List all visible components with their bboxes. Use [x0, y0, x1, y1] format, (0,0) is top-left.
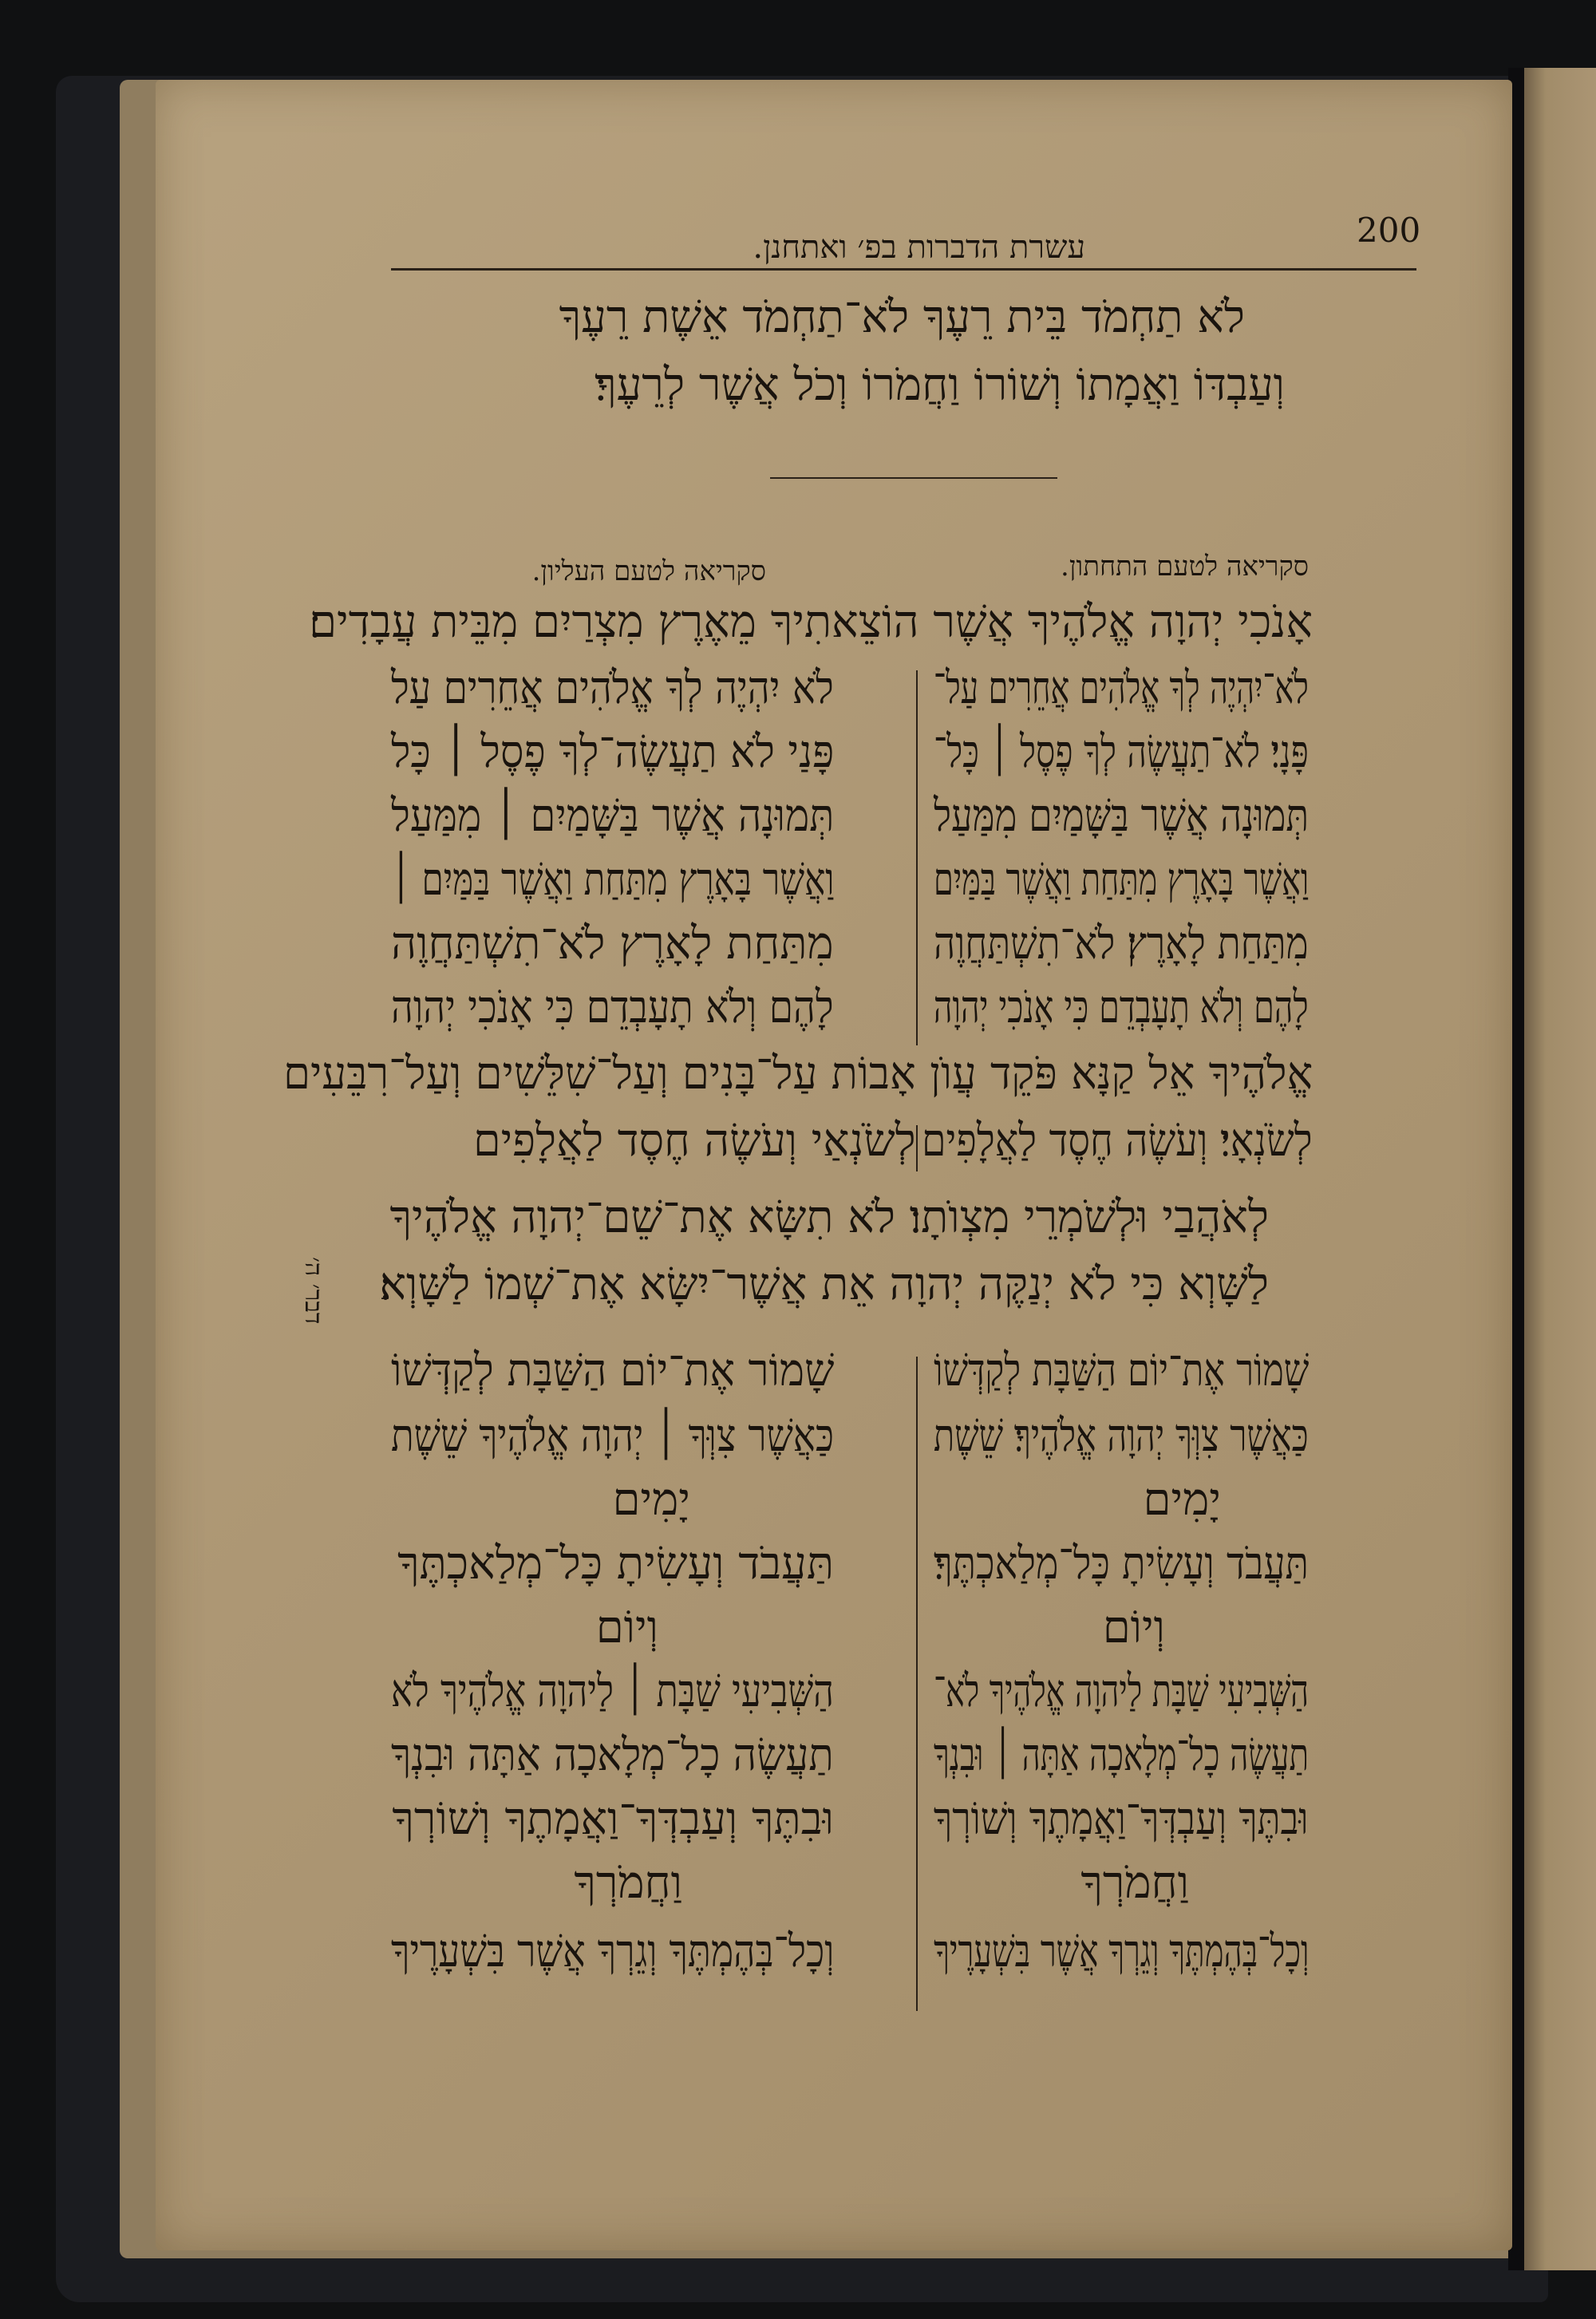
- block2-right-line-9: וַחֲמֹרְךָ: [1080, 1857, 1189, 1909]
- block2-right-line-1: שָׁמוֹר אֶת־יוֹם הַשַּׁבָּת לְקַדְּשׁוֹ: [933, 1345, 1309, 1397]
- block1-left-line-5: מִתַּחַת לָאָרֶץ לֹא־תִשְׁתַּחֲוֶה: [391, 918, 834, 970]
- split-line-right: לְשֹׂנְאָי׃ וְעֹשֶׂה חֶסֶד לַאֲלָפִים: [922, 1115, 1313, 1167]
- facing-page-edge: [1524, 68, 1596, 2270]
- block1-right-line-4: וַאֲשֶׁר בָּאָרֶץ מִתַּחַת וַאֲשֶׁר בַּמַּיִם: [933, 854, 1309, 906]
- block2-right-line-2: כַּאֲשֶׁר צִוְּךָ יְהוָה אֱלֹהֶיךָ׃ שֵׁשֶׁת: [934, 1410, 1309, 1462]
- middle-line-2: לַשָּׁוְא כִּי לֹא יְנַקֶּה יְהוָה אֵת אֲשֶׁר־יִשָּׂא אֶת־שְׁמוֹ לַשָּׁוְא׃: [379, 1258, 1269, 1310]
- block1-left-column: [390, 662, 834, 1049]
- block2-left-column: [390, 1345, 834, 2027]
- margin-reference: דבר׳ ה׳: [299, 1257, 327, 1325]
- block1-right-line-2: פָּנָי׃ לֹא־תַעֲשֶׂה לְךָ פֶסֶל ׀ כָּל־: [934, 726, 1309, 778]
- block2-right-column: [933, 1345, 1309, 2027]
- block1-right-line-5: מִתַּחַת לָאָרֶץ׃ לֹא־תִשְׁתַּחֲוֶה: [934, 918, 1309, 970]
- block2-right-line-5: וְיוֹם: [1102, 1602, 1165, 1653]
- block1-left-line-2: פָּנַי לֹא תַעֲשֶׂה־לְךָ פֶסֶל ׀ כָּל: [390, 726, 834, 778]
- block2-right-line-8: וּבִתֶּךָ וְעַבְדְּךָ־וַאֲמָתֶךָ וְשׁוֹרְךָ: [934, 1793, 1309, 1845]
- section-divider: [770, 477, 1057, 479]
- block2-right-line-6: הַשְּׁבִיעִי שַׁבָּת לַיהוָה אֱלֹהֶיךָ לֹא־: [934, 1665, 1309, 1717]
- block2-left-line-6: הַשְּׁבִיעִי שַׁבָּת ׀ לַיהוָה אֱלֹהֶיךָ לֹא: [391, 1665, 834, 1717]
- block1-right-line-3: תְּמוּנָה אֲשֶׁר בַּשָּׁמַיִם מִמַּעַל: [934, 790, 1309, 842]
- block1-left-line-6: לָהֶם וְלֹא תָעָבְדֵם כִּי אָנֹכִי יְהוָה: [391, 982, 834, 1033]
- block1-left-line-3: תְּמוּנָה אֲשֶׁר בַּשָּׁמַיִם ׀ מִמַּעַל: [390, 790, 834, 842]
- header-rule: [391, 268, 1416, 271]
- column-divider-1: [916, 670, 918, 1045]
- shared-line: אֱלֹהֶיךָ אֵל קַנָּא פֹּקֵד עֲוֺן אָבוֹת עַל־בָּנִים וְעַל־שִׁלֵּשִׁים וְעַל־רִבֵּעִים: [282, 1048, 1313, 1100]
- block2-left-line-5: וְיוֹם: [595, 1602, 658, 1653]
- block2-right-line-10: וְכָל־בְּהֶמְתֶּךָ וְגֵרְךָ אֲשֶׁר בִּשְׁעָרֶיךָ: [933, 1926, 1309, 1977]
- block2-left-line-3: יָמִים: [612, 1474, 690, 1526]
- block1-left-line-4: וַאֲשֶׁר בָּאָרֶץ מִתַּחַת וַאֲשֶׁר בַּמַּיִם ׀: [390, 854, 834, 906]
- block1-left-line-1: לֹא יִהְיֶה לְךָ אֱלֹהִים אֲחֵרִים עַל: [391, 662, 834, 714]
- block2-left-line-10: וְכָל־בְּהֶמְתֶּךָ וְגֵרְךָ אֲשֶׁר בִּשְׁעָרֶיךָ: [390, 1926, 834, 1977]
- running-head: עשרת הדברות בפ׳ ואתחנן.: [753, 229, 1085, 266]
- block2-left-line-8: וּבִתֶּךָ וְעַבְדְּךָ־וַאֲמָתֶךָ וְשׁוֹרְךָ: [392, 1793, 834, 1845]
- block2-left-line-7: תַעֲשֶׂה כָל־מְלָאכָה אַתָּה וּבִנְךָ: [391, 1729, 834, 1781]
- block2-right-line-3: יָמִים: [1143, 1474, 1221, 1526]
- opening-line: אָנֹכִי יְהוָה אֱלֹהֶיךָ אֲשֶׁר הוֹצֵאתִיךָ מֵאֶרֶץ מִצְרַיִם מִבֵּית עֲבָדִים׃: [309, 596, 1313, 648]
- column-divider-2: [916, 1357, 918, 2011]
- middle-line-1: לְאֹהֲבַי וּלְשֹׁמְרֵי מִצְוֺתָו׃ לֹא תִשָּׂא אֶת־שֵׁם־יְהוָה אֱלֹהֶיךָ: [389, 1191, 1269, 1243]
- split-line-divider: [916, 1125, 918, 1171]
- label-upper-cantillation: סקריאה לטעם העליון.: [531, 555, 766, 587]
- split-line-left: לְשֹׂנְאַי וְעֹשֶׂה חֶסֶד לַאֲלָפִים: [473, 1115, 916, 1167]
- block2-right-line-4: תַּעֲבֹד וְעָשִׂיתָ כָּל־מְלַאכְתֶּךָ׃: [934, 1538, 1309, 1590]
- top-passage-line-2: וְעַבְדּוֹ וַאֲמָתוֹ וְשׁוֹרוֹ וַחֲמֹרוֹ וְכֹל אֲשֶׁר לְרֵעֶךָ׃: [595, 359, 1285, 411]
- block2-left-line-4: תַּעֲבֹד וְעָשִׂיתָ כָּל־מְלַאכְתֶּךָ: [397, 1538, 834, 1590]
- page-number: 200: [1357, 211, 1421, 250]
- label-lower-cantillation: סקריאה לטעם התחתון.: [1061, 551, 1309, 583]
- block1-right-line-6: לָהֶם וְלֹא תָעָבְדֵם כִּי אָנֹכִי יְהוָה: [934, 982, 1309, 1033]
- block1-right-column: [933, 662, 1309, 1049]
- block2-left-line-9: וַחֲמֹרְךָ: [574, 1857, 682, 1909]
- block1-right-line-1: לֹא־יִהְיֶה לְךָ אֱלֹהִים אֲחֵרִים עַל־: [934, 662, 1309, 714]
- block2-left-line-1: שָׁמוֹר אֶת־יוֹם הַשַּׁבָּת לְקַדְּשׁוֹ: [390, 1345, 834, 1397]
- block2-right-line-7: תַעֲשֶׂה כָל־מְלָאכָה אַתָּה ׀ וּבִנְךָ: [933, 1729, 1309, 1781]
- top-passage-line-1: לֹא תַחְמֹד בֵּית רֵעֶךָ לֹא־תַחְמֹד אֵשֶׁת רֵעֶךָ: [559, 291, 1245, 343]
- block2-left-line-2: כַּאֲשֶׁר צִוְּךָ ׀ יְהוָה אֱלֹהֶיךָ שֵׁשֶׁת: [391, 1410, 834, 1462]
